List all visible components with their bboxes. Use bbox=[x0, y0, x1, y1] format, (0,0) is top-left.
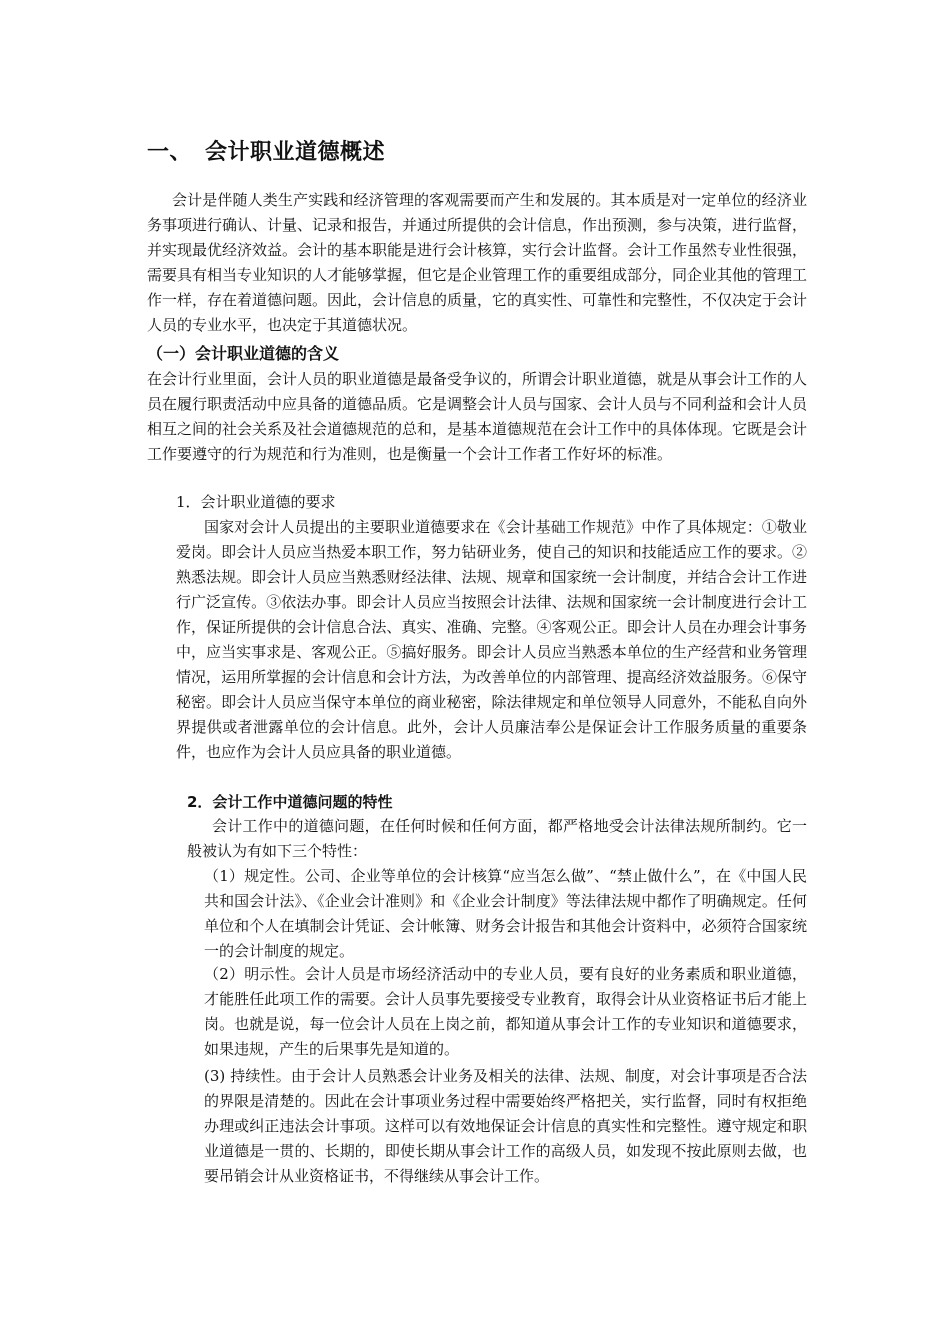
main-heading bbox=[147, 135, 385, 166]
definition-paragraph: 在会计行业里面，会计人员的职业道德是最备受争议的，所谓会计职业道德，就是从事会计工作的人员在履行职责活动中应具备的道德品质。它是调整会计人员与国家、会计人员与不同利益和会计人员相互之间的社会关系及社会道德规范的总和，是基本道德规范在会计工作中的具体体现。它既是会计工作要遵守的行为规范和行为准则，也是衡量一个会计工作者工作好坏的标准。 bbox=[147, 370, 808, 463]
characteristic-item: （2）明示性。会计人员是市场经济活动中的专业人员，要有良好的业务素质和职业道德，才能胜任此项工作的需要。会计人员事先要接受专业教育，取得会计从业资格证书后才能上岗。也就是说，每一位会计人员在上岗之前，都知道从事会计工作的专业知识和道德要求，如果违规，产生的后果事先是知道的。 bbox=[204, 965, 807, 1058]
requirements-paragraph: 国家对会计人员提出的主要职业道德要求在《会计基础工作规范》中作了具体规定：①敬业爱岗。即会计人员应当热爱本职工作，努力钻研业务，使自己的知识和技能适应工作的要求。②熟悉法规。即会计人员应当熟悉财经法律、法规、规章和国家统一会计制度，并结合会计工作进行广泛宣传。③依法办事。即会计人员应当按照会计法律、法规和国家统一会计制度进行会计工作，保证所提供的会计信息合法、真实、准确、完整。④客观公正。即会计人员在办理会计事务中，应当实事求是、客观公正。⑤搞好服务。即会计人员应当熟悉本单位的生产经营和业务管理情况，运用所掌握的会计信息和会计方法，为改善单位的内部管理、提高经济效益服务。⑥保守秘密。即会计人员应当保守本单位的商业秘密，除法律规定和单位领导人同意外，不能私自向外界提供或者泄露单位的会计信息。此外，会计人员廉洁奉公是保证会计工作服务质量的重要条件，也应作为会计人员应具备的职业道德。 bbox=[176, 518, 807, 761]
section-heading: （一）会计职业道德的含义 bbox=[147, 344, 340, 363]
subsection-heading-characteristics: 2．会计工作中道德问题的特性 bbox=[187, 793, 393, 811]
heading-number: 一、 bbox=[147, 140, 193, 165]
characteristic-item: (3) 持续性。由于会计人员熟悉会计业务及相关的法律、法规、制度，对会计事项是否合法的界限是清楚的。因此在会计事项业务过程中需要始终严格把关，实行监督，同时有权拒绝办理或纠正违法会计事项。这样可以有效地保证会计信息的真实性和完整性。遵守规定和职业道德是一贯的、长期的，即使长期从事会计工作的高级人员，如发现不按此原则去做，也要吊销会计从业资格证书，不得继续从事会计工作。 bbox=[204, 1067, 807, 1185]
characteristic-item: （1）规定性。公司、企业等单位的会计核算“应当怎么做”、“禁止做什么”，在《中国人民共和国会计法》、《企业会计准则》和《企业会计制度》等法律法规中都作了明确规定。任何单位和个人在填制会计凭证、会计帐簿、财务会计报告和其他会计资料中，必须符合国家统一的会计制度的规定。 bbox=[204, 867, 807, 960]
subsection-heading-requirements: 1．会计职业道德的要求 bbox=[176, 493, 336, 511]
intro-paragraph: 会计是伴随人类生产实践和经济管理的客观需要而产生和发展的。其本质是对一定单位的经济业务事项进行确认、计量、记录和报告，并通过所提供的会计信息，作出预测，参与决策，进行监督，并实现最优经济效益。会计的基本职能是进行会计核算，实行会计监督。会计工作虽然专业性很强，需要具有相当专业知识的人才能够掌握，但它是企业管理工作的重要组成部分，同企业其他的管理工作一样，存在着道德问题。因此，会计信息的质量，它的真实性、可靠性和完整性，不仅决定于会计人员的专业水平，也决定于其道德状况。 bbox=[147, 191, 808, 334]
heading-title: 会计职业道德概述 bbox=[205, 140, 386, 165]
characteristics-intro-paragraph: 会计工作中的道德问题，在任何时候和任何方面，都严格地受会计法律法规所制约。它一般被认为有如下三个特性： bbox=[187, 817, 807, 860]
